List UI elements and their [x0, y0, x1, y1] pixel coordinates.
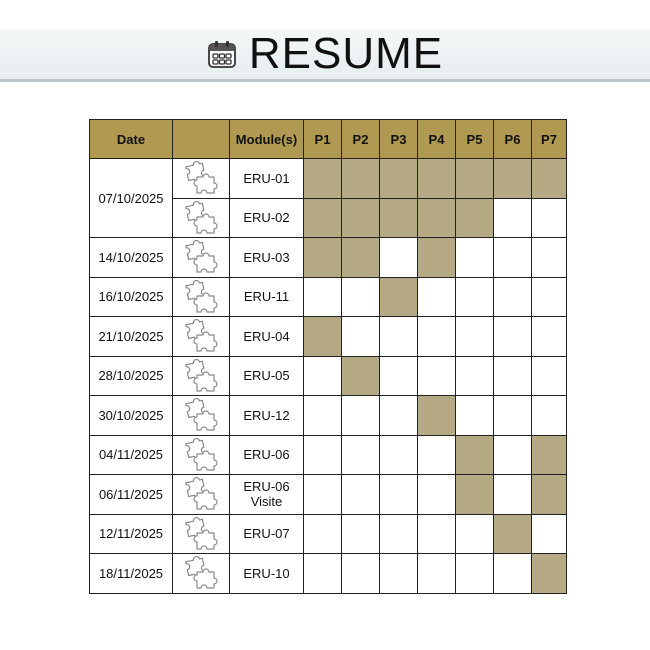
- date-cell: 12/11/2025: [90, 514, 173, 554]
- period-cell-p5: [456, 159, 494, 199]
- puzzle-pieces-icon: [183, 477, 219, 511]
- period-cell-p4: [418, 317, 456, 357]
- title-band: [0, 29, 650, 82]
- icon-cell: [173, 277, 230, 317]
- module-cell: [230, 435, 304, 475]
- page-title: RESUME: [248, 29, 444, 78]
- header-period-p4: P4: [418, 120, 456, 159]
- period-cell-p6: [494, 435, 532, 475]
- icon-cell: [173, 356, 230, 396]
- module-cell: [230, 356, 304, 396]
- period-cell-p7: [532, 356, 567, 396]
- period-cell-p3: [380, 317, 418, 357]
- header-icon: [173, 120, 230, 159]
- period-cell-p5: [456, 554, 494, 594]
- table-row: [90, 238, 567, 278]
- period-cell-p3: [380, 356, 418, 396]
- table-row: [90, 435, 567, 475]
- period-cell-p4: [418, 356, 456, 396]
- period-cell-p1: [304, 238, 342, 278]
- period-cell-p6: [494, 356, 532, 396]
- icon-cell: [173, 396, 230, 436]
- period-cell-p5: [456, 277, 494, 317]
- period-cell-p7: [532, 396, 567, 436]
- module-label: ERU-07: [243, 526, 290, 542]
- puzzle-pieces-icon: [183, 359, 219, 393]
- module-label: ERU-11: [243, 289, 290, 305]
- period-cell-p4: [418, 238, 456, 278]
- period-cell-p1: [304, 475, 342, 515]
- period-cell-p7: [532, 435, 567, 475]
- module-label: ERU-10: [243, 565, 290, 581]
- period-cell-p7: [532, 317, 567, 357]
- schedule-table: [89, 119, 567, 594]
- puzzle-pieces-icon: [183, 398, 219, 432]
- date-cell: 18/11/2025: [90, 554, 173, 594]
- period-cell-p7: [532, 554, 567, 594]
- module-cell: [230, 277, 304, 317]
- module-label: ERU-03: [243, 249, 290, 265]
- module-label: ERU-02: [243, 210, 290, 226]
- period-cell-p1: [304, 198, 342, 238]
- date-cell: 16/10/2025: [90, 277, 173, 317]
- period-cell-p4: [418, 198, 456, 238]
- table-row: [90, 514, 567, 554]
- puzzle-pieces-icon: [183, 280, 219, 314]
- header-date: Date: [90, 120, 173, 159]
- date-cell: 21/10/2025: [90, 317, 173, 357]
- period-cell-p2: [342, 317, 380, 357]
- period-cell-p7: [532, 277, 567, 317]
- period-cell-p2: [342, 159, 380, 199]
- puzzle-pieces-icon: [183, 556, 219, 590]
- period-cell-p3: [380, 277, 418, 317]
- puzzle-pieces-icon: [183, 161, 219, 195]
- module-cell: [230, 317, 304, 357]
- period-cell-p3: [380, 198, 418, 238]
- date-cell: 28/10/2025: [90, 356, 173, 396]
- icon-cell: [173, 554, 230, 594]
- icon-cell: [173, 514, 230, 554]
- table-header-row: [90, 120, 567, 159]
- puzzle-pieces-icon: [183, 438, 219, 472]
- date-cell: 14/10/2025: [90, 238, 173, 278]
- period-cell-p3: [380, 159, 418, 199]
- period-cell-p2: [342, 277, 380, 317]
- table-body: [90, 159, 567, 594]
- period-cell-p6: [494, 317, 532, 357]
- module-cell: [230, 238, 304, 278]
- header-module: Module(s): [230, 120, 304, 159]
- period-cell-p5: [456, 514, 494, 554]
- module-cell: [230, 396, 304, 436]
- table-row: [90, 396, 567, 436]
- period-cell-p1: [304, 514, 342, 554]
- period-cell-p6: [494, 514, 532, 554]
- period-cell-p1: [304, 356, 342, 396]
- module-cell: [230, 514, 304, 554]
- period-cell-p3: [380, 514, 418, 554]
- calendar-icon: [207, 39, 237, 69]
- period-cell-p4: [418, 475, 456, 515]
- header-period-p3: P3: [380, 120, 418, 159]
- date-cell: 30/10/2025: [90, 396, 173, 436]
- title-group: [207, 29, 443, 79]
- period-cell-p1: [304, 159, 342, 199]
- period-cell-p2: [342, 356, 380, 396]
- period-cell-p1: [304, 554, 342, 594]
- module-label: ERU-05: [243, 368, 290, 384]
- period-cell-p4: [418, 554, 456, 594]
- period-cell-p6: [494, 475, 532, 515]
- puzzle-pieces-icon: [183, 517, 219, 551]
- period-cell-p2: [342, 514, 380, 554]
- period-cell-p7: [532, 198, 567, 238]
- icon-cell: [173, 238, 230, 278]
- table-row: [90, 475, 567, 515]
- period-cell-p4: [418, 277, 456, 317]
- period-cell-p1: [304, 396, 342, 436]
- period-cell-p2: [342, 396, 380, 436]
- period-cell-p1: [304, 435, 342, 475]
- period-cell-p3: [380, 396, 418, 436]
- module-label: ERU-01: [243, 170, 290, 186]
- period-cell-p2: [342, 435, 380, 475]
- module-label: Visite: [250, 494, 283, 510]
- icon-cell: [173, 198, 230, 238]
- table-row: [90, 554, 567, 594]
- period-cell-p6: [494, 277, 532, 317]
- header-period-p5: P5: [456, 120, 494, 159]
- header-period-p2: P2: [342, 120, 380, 159]
- period-cell-p6: [494, 396, 532, 436]
- icon-cell: [173, 159, 230, 199]
- icon-cell: [173, 317, 230, 357]
- period-cell-p4: [418, 435, 456, 475]
- period-cell-p4: [418, 159, 456, 199]
- period-cell-p1: [304, 317, 342, 357]
- period-cell-p2: [342, 198, 380, 238]
- period-cell-p5: [456, 317, 494, 357]
- table-row: [90, 356, 567, 396]
- period-cell-p6: [494, 159, 532, 199]
- period-cell-p3: [380, 475, 418, 515]
- period-cell-p6: [494, 198, 532, 238]
- module-cell: [230, 198, 304, 238]
- period-cell-p7: [532, 238, 567, 278]
- period-cell-p5: [456, 238, 494, 278]
- module-cell: [230, 475, 304, 515]
- period-cell-p5: [456, 475, 494, 515]
- module-label: ERU-06: [243, 447, 290, 463]
- module-label: ERU-12: [243, 407, 290, 423]
- period-cell-p2: [342, 238, 380, 278]
- period-cell-p7: [532, 475, 567, 515]
- date-cell: 04/11/2025: [90, 435, 173, 475]
- puzzle-pieces-icon: [183, 319, 219, 353]
- module-label: ERU-06: [243, 479, 290, 495]
- icon-cell: [173, 435, 230, 475]
- period-cell-p7: [532, 159, 567, 199]
- period-cell-p4: [418, 396, 456, 436]
- period-cell-p3: [380, 554, 418, 594]
- date-cell: 07/10/2025: [90, 159, 173, 238]
- module-cell: [230, 159, 304, 199]
- period-cell-p5: [456, 356, 494, 396]
- puzzle-pieces-icon: [183, 240, 219, 274]
- module-label: ERU-04: [243, 328, 290, 344]
- table-row: [90, 277, 567, 317]
- period-cell-p3: [380, 435, 418, 475]
- puzzle-pieces-icon: [183, 201, 219, 235]
- period-cell-p2: [342, 554, 380, 594]
- table-row: [90, 159, 567, 199]
- module-cell: [230, 554, 304, 594]
- period-cell-p2: [342, 475, 380, 515]
- period-cell-p4: [418, 514, 456, 554]
- icon-cell: [173, 475, 230, 515]
- period-cell-p3: [380, 238, 418, 278]
- date-cell: 06/11/2025: [90, 475, 173, 515]
- table-row: [90, 317, 567, 357]
- period-cell-p7: [532, 514, 567, 554]
- header-period-p6: P6: [494, 120, 532, 159]
- period-cell-p5: [456, 435, 494, 475]
- period-cell-p6: [494, 238, 532, 278]
- period-cell-p6: [494, 554, 532, 594]
- period-cell-p1: [304, 277, 342, 317]
- header-period-p1: P1: [304, 120, 342, 159]
- header-period-p7: P7: [532, 120, 567, 159]
- period-cell-p5: [456, 396, 494, 436]
- period-cell-p5: [456, 198, 494, 238]
